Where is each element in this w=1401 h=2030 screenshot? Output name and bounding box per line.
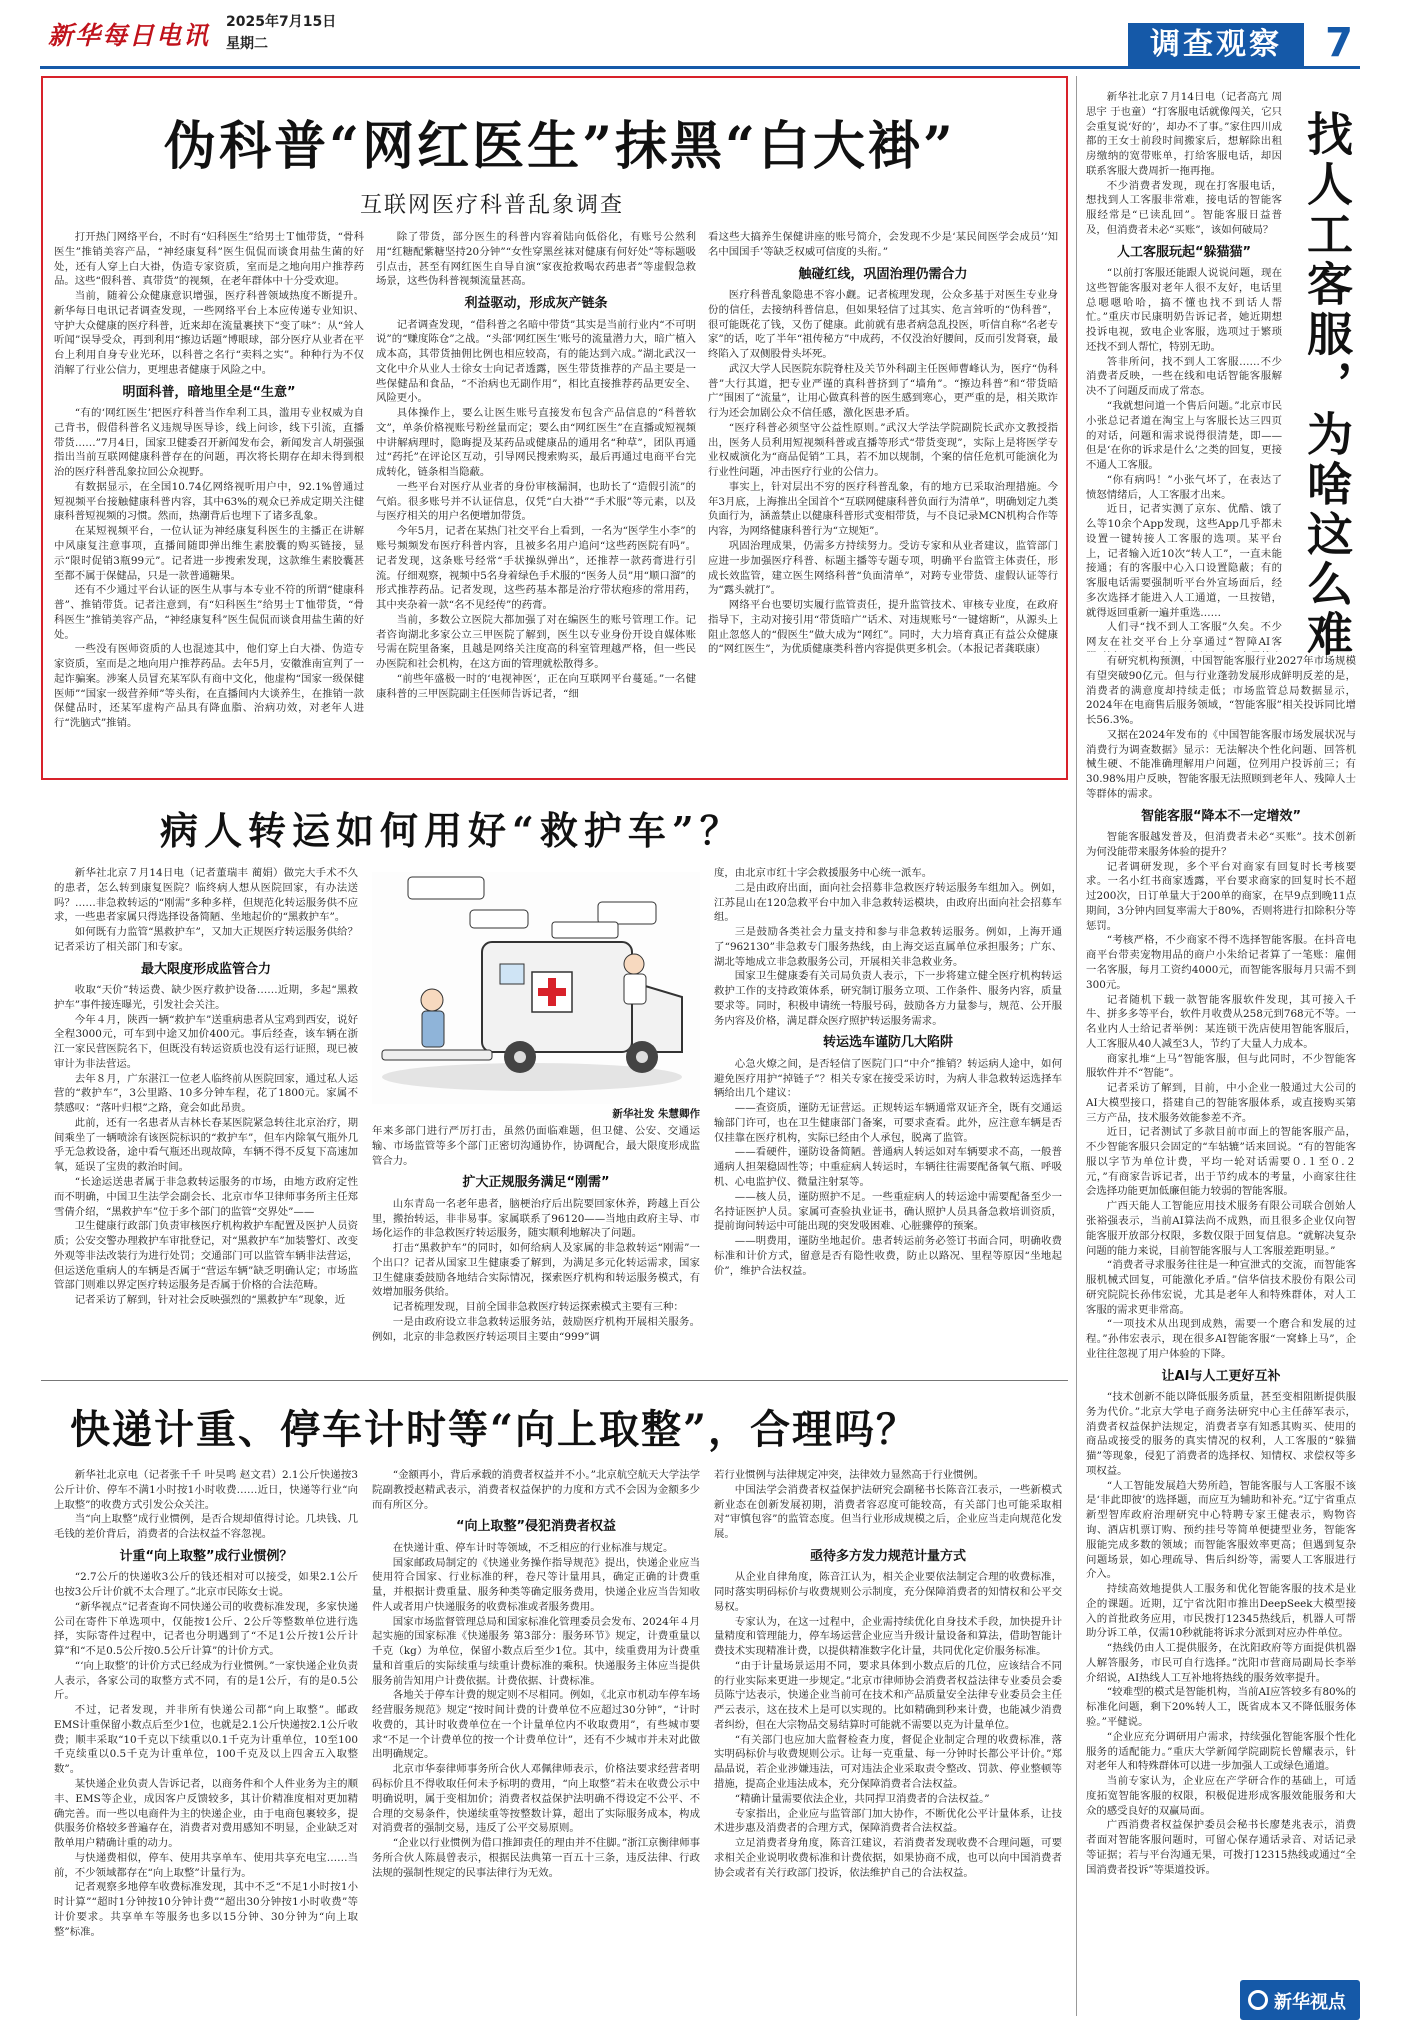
paragraph: 国家卫生健康委有关司局负责人表示，下一步将建立健全医疗机构转运救护工作的支持政策体系，研究制订服务立项、工作条件、服务内容，质量要求等。同时，积极申请统一特服号码，鼓励各方力量参与，规范、公开服务内容及价格，满足群众医疗照护转运服务需求。: [714, 970, 1062, 1027]
paragraph: 若行业惯例与法律规定冲突，法律效力显然高于行业惯例。: [714, 1469, 985, 1481]
paragraph: ——看硬件，谨防设备简陋。普通病人转运如对车辆要求不高，一般普通病人担架稳固性等；中重症病人转运时，车辆往往需要配备氧气瓶、呼吸机、心电监护仪、微量注射泵等。: [714, 1146, 1062, 1188]
paragraph: 当“向上取整”成行业惯例，是否合规却值得讨论。几块钱、几毛钱的差价背后，消费者的合法权益不容忽视。: [54, 1513, 358, 1541]
paragraph: 一些平台对医疗从业者的身份审核漏洞，也助长了“造假引流”的气焰。很多账号并不认证信息，仅凭“白大褂”“手术服”等元素，以及与医疗相关的用户名便增加带货。: [376, 480, 696, 523]
paragraph: 年来多部门进行严厉打击，虽然仍面临难题，但卫健、公安、交通运输、市场监管等多个部门正密切沟通协作，协调配合，最大限度形成监管合力。: [372, 1125, 700, 1167]
xinhua-viewpoint-logo: [1240, 1980, 1360, 2020]
paragraph: “‘向上取整’的计价方式已经成为行业惯例。”一家快递企业负责人表示，各家公司的取整方式不同，有的是1公斤，有的是0.5公斤。: [54, 1659, 358, 1702]
paragraph: 还有不少通过平台认证的医生从事与本专业不符的所谓“健康科普”、推销带货。记者注意到，有“妇科医生”给男士Ｔ恤带货，“骨科医生”推销美容产品，“神经康复科”医生侃侃而谈食用盐生菌的好处。: [54, 584, 364, 641]
paragraph: “金额再小，背后承载的消费者权益并不小。”北京航空航天大学法学院副教授赵精武表示，消费者权益保护的力度和方式不会因为金额多少而有所区分。: [372, 1469, 700, 1511]
paragraph: “由于计量场景运用不同，要求具体到小数点后的几位，应该结合不同的行业实际来更进一步规定。”北京市律师协会消费者权益法律专业委员会委员陈宁达表示，快递企业当前可在技术和产品质量安全法律专业委员会主任严云表示，这在技术上是可以实现的。比如精确到秒来计费，也能减少消费者纠纷，但在大宗物品交易结算时可能就不需要以克为计量单位。: [714, 1659, 1062, 1731]
paragraph: 一是由政府设立非急救转运服务站，鼓励医疗机构开展相关服务。例如，北京的非急救医疗转运项目主要由“999”调: [372, 1315, 700, 1343]
paragraph: 心急火燎之间，是否轻信了医院门口“中介”推销？转运病人途中，如何避免医疗用护“掉链子”？相关专家在接受采访时，为病人非急救转运选择车辆给出几个建议：: [714, 1057, 1062, 1100]
paragraph: 有研究机构预测，中国智能客服行业2027年市场规模有望突破90亿元。但与行业蓬勃发展形成鲜明反差的是，消费者的满意度却持续走低；市场监管总局数据显示，2024年在电商售后服务领域，“智能客服”相关投诉同比增长56.3%。: [1086, 655, 1356, 727]
paragraph: 二是由政府出面，面向社会招募非急救医疗转运服务车组加入。例如，江苏昆山在120急救平台中加入非急救转运模块，由政府出面向社会招募车组。: [714, 881, 1062, 924]
paragraph: 记者调研发现，多个平台对商家有回复时长考核要求。一名小红书商家透露，平台要求商家的回复时长不超过200次，日订单量大于200单的商家，在早9点到晚11点期间，3分钟内回复率需大于80%，否则将进行扣除积分等惩罚。: [1086, 860, 1356, 932]
paragraph: ——查资质，谨防无证营运。正规转运车辆通常双证齐全，既有交通运输部门许可，也在卫生健康部门备案，可要求查看。此外，应注意车辆是否仅挂靠在医疗机构，实际已经由个人承包，脱离了监管。: [714, 1102, 1062, 1144]
article-4-col-1: [54, 1468, 358, 2016]
paragraph: 医疗科普乱象隐患不容小觑。记者梳理发现，公众多基于对医生专业身份的信任，去接纳科普信息，但如果轻信了过其实、危言耸听的“伪科普”，很可能既花了钱，又伤了健康。此前就有患者病急乱投医，听信自称“名老专家”的话，吃了半年“祖传秘方”中成药，不仅没治好腰间，反而引发肾衰，最终陷入了双侧股骨头坏死。: [708, 288, 1058, 361]
article-3-subhead-3: 转运选车谨防几大陷阱: [822, 1035, 953, 1051]
paragraph: 山东青岛一名老年患者，脑梗治疗后出院要回家休养，跨越上百公里，搬抬转运，非非易事。家属联系了96120——当地由政府主导、市场化运作的非急救医疗转运服务，随实顺利地解决了问题。: [372, 1197, 700, 1240]
article-1-subhead-2: 利益驱动，形成灰产链条: [464, 296, 608, 312]
paragraph: 广西天能人工智能应用技术服务有限公司联合创始人张裕强表示，当前AI算法尚不成熟，而且很多企业仅向智能客服开放部分权限，多数仅限于回复信息。“就解决复杂问题的能力来说，目前智能客服与人工客服差距明显。”: [1086, 1200, 1356, 1257]
paragraph: “有的‘网红医生’把医疗科普当作牟利工具，滥用专业权威为自己背书，假借科普名义违规导医导诊，线上问诊，线下引流，直播带货……”7月4日，国家卫健委召开新闻发布会，新闻发言人胡强强指出当前互联网健康科普存在的问题，再次将长期存在却未得到根治的医疗科普乱象拉回公众视野。: [54, 407, 364, 479]
paragraph: 新华社北京７月14日电（记者董瑞丰 蔺娟）做完大手术不久的患者，怎么转到康复医院？临终病人想从医院回家，有办法送吗？……非急救转运的“刚需”多种多样，但规范化转运服务供不应求，一些患者家属只得选择设备简陋、坐地起价的“黑救护车”。: [54, 867, 358, 924]
paragraph: “我就想问道一个售后问题。”北京市民小张总记者道在淘宝上与客服长达三四页的对话，问题和需求说得很清楚，即——但是‘在你的诉求是什么’之类的回复，更接不通人工客服。: [1086, 400, 1282, 472]
paragraph: 除了带货，部分医生的科普内容着陆向低俗化，有账号公然利用“红糖配紫糖坚持20分钟”“女性穿黑丝袜对健康有何好处”等标题吸引点击，甚至有网红医生自导自演“家夜抢救喝农药患者”等虚假急救场景，这些伪科普视频流量甚高。: [376, 231, 696, 288]
article-2-body: [1086, 654, 1356, 2016]
paragraph: 有数据显示，在全国10.74亿网络视听用户中，92.1%曾通过短视频平台接触健康科普内容，其中63%的观众已养成定期关注健康科普短视频的习惯。然而，热潮背后也埋下了诸多乱象。: [54, 480, 364, 523]
cartoon-credit: 新华社发 朱慧卿作: [612, 1108, 700, 1120]
article-3-col-2: [372, 1124, 700, 1370]
ambulance-cartoon: [372, 872, 700, 1104]
paragraph: 记者采访了解到，针对社会反映强烈的“黑救护车”现象，近: [74, 1294, 346, 1307]
article-4-title: 快递计重、停车计时等“向上取整”，合理吗？: [70, 1406, 919, 1453]
paragraph: ——核人员，谨防照护不足。一些重症病人的转运途中需要配备至少一名持证医护人员。家属可查验执业证书，确认照护人员具备急救培训资质，提前询问转运中可能出现的突发吸困难、心脏骤停的预案。: [714, 1190, 1062, 1233]
paragraph: “你有病吗！”小张气坏了，在表达了愤怒情绪后，人工客服才出来。: [1086, 473, 1282, 501]
paragraph: “考核严格，不少商家不得不选择智能客服。在抖音电商平台带卖宠物用品的商户小朱给记者算了一笔账：雇佣一名客服，每月工资约4000元，而智能客服每月只需不到300元。: [1086, 934, 1356, 991]
article-3-subhead-2: 扩大正规服务满足“刚需”: [462, 1175, 610, 1191]
paragraph: 北京市华泰律师事务所合伙人邓佩律师表示，价格法要求经营者明码标价且不得收取任何未予标明的费用，“向上取整”若未在收费公示中明确说明，属于变相加价；消费者权益保护法明确不得设定不公平、不合理的交易条件，快递续重等按整数计算，超出了实际服务成本，构成对消费者的强制交易，违反了公平交易原则。: [372, 1763, 700, 1835]
masthead: [0, 0, 1401, 68]
article-3-col-3: [714, 866, 1062, 1370]
paragraph: 专家指出，企业应与监管部门加大协作，不断优化公平计量体系，让技术进步惠及消费者的合理方式，保障消费者合法权益。: [714, 1807, 1062, 1835]
paragraph: 当前，随着公众健康意识增强，医疗科普领域热度不断提升。新华每日电讯记者调查发现，一些网络平台上本应传递专业知识、守护大众健康的医疗科普，近来却在流量裹挟下“变了味”：从“耸人听闻”误导受众，再到利用“擦边话题”博眼球，部分医疗从业者在平台上利用自身专业光环，以科普之名行“卖料之实”。种种行为不仅消解了行业公信力，更埋患者健康于风险之中。: [54, 290, 364, 376]
paragraph: 看这些大搞养生保健讲座的账号简介，会发现不少是‘某民间医学会成员’‘知名中国国手’等缺乏权威可信度的头衔。”: [708, 231, 1058, 258]
article-2-lead: [1086, 90, 1282, 652]
paragraph: “企业应充分调研用户需求，持续强化智能客服个性化服务的适配能力。”重庆大学新闻学院副院长曾耀表示，针对老年人和特殊群体可以进一步加强人工或绿色通道。: [1086, 1730, 1356, 1773]
paragraph: 打开热门网络平台，不时有“妇科医生”给男士Ｔ恤带货，“骨科医生”推销美容产品，“神经康复科”医生侃侃而谈食用盐生菌的好处，还有人穿上白大褂，伪造专家资质，室而是之地向用户推荐药品。这些“假科普、真带货”的视频，在老年群体中十分受欢迎。: [54, 231, 364, 288]
article-4-subhead-3: 亟待多方发力规范计量方式: [809, 1548, 966, 1564]
paragraph: 新华社北京７月14日电（记者高亢 周思宇 于也童）“打客服电话就像闯关，它只会重复说‘好的’，却办不了事。”家住四川成都的王女士前段时间搬家后，想解除出租房缴纳的宽带账单，打给客服电话，却因联系客服大费周折一拖再拖。: [1086, 91, 1282, 177]
article-2-subhead-2: 智能客服“降本不一定增效”: [1140, 808, 1302, 824]
paragraph: 当前专家认为，企业应在产学研合作的基础上，可适度拓宽智能客服的权限，积极促进形成客服效能服务和大众的感受良好的双赢局面。: [1086, 1775, 1356, 1817]
paragraph: “技术创新不能以降低服务质量，甚至变相阻断提供服务为代价。”北京大学电子商务法研究中心主任薛军表示，消费者权益保护法规定，消费者享有知悉其购买、使用的商品或接受的服务的真实情况的权利，人工客服的“躲猫猫”等现象，侵犯了消费者的选择权、知情权、求偿权等多项权益。: [1086, 1391, 1356, 1477]
paragraph: “消费者寻求服务往往是一种宣泄式的交流，而智能客服机械式回复，可能激化矛盾。”信华信技术股份有限公司研究院院长孙伟宏说，尤其是老年人和特殊群体，对人工客服的需求更非常高。: [1086, 1259, 1356, 1316]
paragraph: 记者调查发现，“借科普之名暗中带货”其实是当前行业内“不可明说”的“赚度陈仓”之战。“头部‘网红医生’账号的流量潜力大，暗广植入成本高，其带货抽佣比例也相应较高，有的能达到六成。”湖北武汉一文化中介从业人士徐女士向记者透露，医生带货推荐的产品主要是一些保健品和食品，“不治病也无副作用”，相比直接推荐药品更安全、风险更小。: [376, 318, 696, 405]
paragraph: 今年5月，记者在某热门社交平台上看到，一名为“医学生小李”的账号频频发布医疗科普内容，且被多名用户追问“这些药医院有吗”。记者发现，这条账号经常“手状操纵弹出”，还推荐一款药膏进行引流。仔细观察，视频中5名身着绿色手术服的“医务人员”用“顺口溜”的形式推荐药品。记者发现，这些药基本都是治疗带状疱疹的常用药，其中夹杂着一款“名不见经传”的药膏。: [376, 525, 696, 612]
column-divider: [1076, 76, 1077, 2016]
article-2-subhead-3: 让AI与人工更好互补: [1161, 1368, 1281, 1384]
paragraph: 如何既有力监管“黑救护车”，又加大正规医疗转运服务供给？记者采访了相关部门和专家。: [54, 926, 358, 953]
paragraph: 与快递费相似，停车、使用共享单车、使用共享充电宝……当前，不少领域都存在“向上取整”计量行为。: [54, 1851, 358, 1879]
paragraph: 网络平台也要切实履行监管责任，提升监管技术、审核专业度，在政府指导下，主动对接引用“带货暗广”话术、对违规账号“一键熔断”，从源头上阻止忽悠人的“假医生”做大成为“网红”。同时，大力培育真正有益公众健康的“网红医生”，为优质健康类科普内容提供更多机会。（本报记者龚联康）: [708, 599, 1058, 656]
section-divider: [41, 1380, 1068, 1381]
paragraph: 记者采访了解到，目前，中小企业一般通过大公司的AI大模型接口，搭建自己的智能客服体系，或直接购买第三方产品，技术服务效能参差不齐。: [1086, 1082, 1356, 1124]
paragraph: ——明费用，谨防坐地起价。患者转运前务必签订书面合同，明确收费标准和计价方式，留意是否有隐性收费，防止以路况、里程等原因“坐地起价”，维护合法权益。: [714, 1235, 1062, 1277]
paragraph: “企业以行业惯例为借口推卸责任的理由并不住脚。”浙江京衡律师事务所合伙人陈晨曾表示，根据民法典第一百五十三条，违反法律、行政法规的强制性规定的民事法律行为无效。: [372, 1837, 700, 1879]
paragraph: “较难型的模式是智能机构，当前AI应答较多有80%的标准化问题，剩下20%转人工，既省成本又不降低服务体验。”平健说。: [1086, 1686, 1356, 1728]
paragraph: 专家认为，在这一过程中，企业需持续优化自身技术手段，加快提升计量精度和管理能力，停车场运营企业应当升级计量设备和算法，借助智能计费技术实现精准计费，以提供精准数字化计量，共同优化定价服务标准。: [714, 1615, 1062, 1658]
ambulance-illustration: [372, 872, 700, 1104]
paragraph: 巩固治理成果，仍需多方持续努力。受访专家和从业者建议，监管部门应进一步加强医疗科普、标题主播等专题专项，明确平台监管主体责任，形成长效监管，建立医生网络科普“负面清单”，对跨专业带货、虚假认证等行为“露头就打”。: [708, 540, 1058, 597]
page-number: 7: [1325, 20, 1353, 66]
paragraph: “以前打客服还能跟人说说问题，现在这些智能客服对老年人很不友好，电话里总嗯嗯哈哈，搞不懂也找不到话人帮忙。”重庆市民康明奶告诉记者，她近期想投诉电视，致电企业客服，选项过于繁琐还找不到人帮忙，特别无助。: [1086, 267, 1282, 353]
paragraph: “一项技术从出现到成熟，需要一个磨合和发展的过程。”孙伟宏表示，现在很多AI智能客服“一窝蜂上马”，企业往往忽视了用户体验的下降。: [1086, 1318, 1356, 1360]
paragraph: 三是鼓励各类社会力量支持和参与非急救转运服务。例如，上海开通了“962130”非急救专门服务热线，由上海交运直属单位承担服务；广东、湖北等地成立非急救服务公司，开展相关非急救业务。: [714, 926, 1062, 968]
article-4-col-2: [372, 1468, 700, 2016]
article-2-title: 找人工客服，为啥这么难: [1300, 110, 1354, 660]
paragraph: 打击“黑救护车”的同时，如何给病人及家属的非急救转运“刚需”一个出口？记者从国家卫生健康委了解到，为满足多元化转运需求，国家卫生健康委鼓励各地结合实际情况，探索医疗机构和转运服务模式，有效增加服务供给。: [372, 1242, 700, 1299]
paragraph: 去年８月，广东湛江一位老人临终前从医院回家，通过私人运营的“救护车”，3公里路、10多分钟车程，花了1800元。家属不禁感叹：“落叶归根”之路，竟会如此昂贵。: [54, 1072, 358, 1115]
paragraph: “长途运送患者属于非急救转运服务的市场，由地方政府定性而不明确，中国卫生法学会副会长、北京市华卫律师事务所主任郑雪倩介绍，“黑救护车”位于多个部门的监管“交界处”——: [54, 1176, 358, 1218]
masthead-date: 2025年7月15日: [226, 14, 337, 30]
paragraph: 收取“天价”转运费、缺少医疗救护设备……近期，多起“黑救护车”事件接连曝光，引发社会关注。: [54, 984, 358, 1011]
paragraph: 不少消费者发现，现在打客服电话，想找到人工客服非常难，接电话的智能客服经常是“已读乱回”。智能客服日益普及，但消费者未必“买账”，该如何破局？: [1086, 179, 1282, 236]
paragraph: 记者随机下载一款智能客服软件发现，其可接入千牛、拼多多等平台，软件月收费从258元到768元不等。一名业内人士给记者举例：某连锁干洗店使用智能客服后，人工客服从40人减至3人，节约了大量人力成本。: [1086, 993, 1356, 1050]
paragraph: 近日，记者测试了多款目前市面上的智能客服产品，不少智能客服只会固定的“车轱辘”话来回说。“有的智能客服以字节为单位计费，平均一轮对话需要０.１至０.２元，”有商家告诉记者，出于节约成本的考量，小商家往往会选择功能更加低廉但能力较弱的智能客服。: [1086, 1126, 1356, 1198]
paragraph: 答非所问，找不到人工客服……不少消费者反映，一些在线和电话智能客服解决不了问题反而成了常态。: [1086, 355, 1282, 398]
article-2-subhead-1: 人工客服玩起“躲猫猫”: [1116, 244, 1252, 260]
article-4-subhead-2: “向上取整”侵犯消费者权益: [455, 1519, 617, 1535]
paragraph: 度，由北京市红十字会救援服务中心统一派车。: [714, 867, 933, 879]
masthead-rule: [40, 66, 1360, 69]
paragraph: 在快递计重、停车计时等领域，不乏相应的行业标准与规定。: [392, 1541, 674, 1554]
section-label: 调查观察: [1128, 23, 1304, 67]
paragraph: 记者梳理发现，目前全国非急救医疗转运探索模式主要有三种：: [392, 1301, 684, 1314]
paragraph: 持续高效地提供人工服务和优化智能客服的技术是业企的课题。近期，辽宁省沈阳市推出DeepSeek大模型接入的首批政务应用，市民拨打12345热线后，机器人可帮助分诉工单，仅需10秒就能将诉求分派到对应办件单位。: [1086, 1583, 1356, 1640]
paragraph: “前些年盛极一时的‘电视神医’，正在向互联网平台蔓延。”一名健康科普的三甲医院副主任医师告诉记者，“细: [376, 672, 696, 700]
article-1-subhead-3: 触碰红线，巩固治理仍需合力: [798, 266, 968, 282]
paragraph: 近日，记者实测了京东、优酷、饿了么等10余个App发现，这些App几乎都未设置一键转接人工客服的选项。某平台上，记者输入近10次“转人工”，一直未能接通；有的客服中心入口设置隐蔽；有的客服电话需要强制听平台外宣场面后，经多次选择才能进入人工通道，一旦按错，就得返回重新一遍并重选……: [1086, 503, 1282, 619]
article-3-col-1: [54, 866, 358, 1370]
article-1-col-3: [708, 230, 1058, 768]
article-1-subtitle: 互联网医疗科普乱象调查: [360, 193, 625, 218]
paragraph: 广西消费者权益保护委员会秘书长廖楚兆表示，消费者面对智能客服问题时，可留心保存通话录音、对话记录等证据；若与平台沟通无果，可拨打12315热线或通过“全国消费者投诉”等渠道投诉。: [1086, 1819, 1356, 1876]
paragraph: 卫生健康行政部门负责审核医疗机构救护车配置及医护人员资质；公安交警办理救护车审批登记，对“黑救护车”加装警灯、改变外观等非法改装行为进行处罚；交通部门可以监管车辆非法营运，但运送危重病人的车辆是否属于“营运车辆”缺乏明确认定；市场监管部门则难以界定医疗转运服务是否属于价格的合法范畴。: [54, 1220, 358, 1292]
paragraph: “热线仍由人工提供服务，在沈阳政府等方面提供机器人解答服务，市民可自行选择。”沈阳市营商局副局长李举介绍说，AI热线人工互补地将热线的服务效率提升。: [1086, 1642, 1356, 1684]
masthead-weekday: 星期二: [226, 36, 268, 52]
paragraph: 智能客服越发普及，但消费者未必“买账”。技术创新为何没能带来服务体验的提升？: [1086, 831, 1356, 858]
paragraph: “新华视点”记者查询不同快递公司的收费标准发现，多家快递公司在寄件下单选项中，仅能按1公斤、2公斤等整数单位进行选择，实际寄件过程中，记者也分明遇到了“不足1公斤按1公斤计算”和“不足0.5公斤按0.5公斤计算”的计价方式。: [54, 1600, 358, 1658]
paragraph: 国家邮政局制定的《快递业务操作指导规范》提出，快递企业应当使用符合国家、行业标准的秤，卷尺等计量用具，确定正确的计费重量，并根据计费重量、服务种类等确定服务费用，快递企业应当告知收件人或者用户快递服务的收费标准或者服务费用。: [372, 1556, 700, 1613]
article-4-col-3: [714, 1468, 1062, 2016]
article-1-subhead-1: 明面科普，暗地里全是“生意”: [122, 384, 296, 400]
paragraph: 事实上，针对层出不穷的医疗科普乱象，有的地方已采取治理措施。今年3月底，上海推出全国首个“互联网健康科普负面行为清单”，明确划定九类负面行为，涵盖禁止以健康科普形式变相带货，与不良记录MCN机构合作等内容，为网络健康科普行为“立规矩”。: [708, 480, 1058, 538]
paragraph: 一些没有医师资质的人也混迹其中，他们穿上白大褂、伪造专家资质，室而是之地向用户推荐药品。去年5月，安徽淮南宣判了一起诈骗案。涉案人员冒充某军队有商中文化，他虚构“国家一级保健医师”“国家一级营养师”等头衔，在直播间内大谈养生，在推销一款保健品时，还某军虚构产品具有降血脂、治病功效，对老年人进行“洗脑式”推销。: [54, 643, 364, 730]
paragraph: 记者观察多地停车收费标准发现，其中不乏“不足1小时按1小时计算”“超时1分钟按10分钟计费”“超出30分钟按1小时收费”等计价要求。共享单车等服务也多以15分钟、30分钟为“向上取整”标准。: [54, 1881, 358, 1938]
article-3-title: 病人转运如何用好“救护车”？: [160, 808, 744, 853]
article-3-subhead-1: 最大限度形成监管合力: [140, 961, 271, 977]
paragraph: 又据在2024年发布的《中国智能客服市场发展状况与消费行为调查数据》显示：无法解决个性化问题、回答机械生硬、不能准确理解用户问题，位列用户投诉前三；有30.98%用户反映，智能客服无法照顾到老年人、残障人士等群体的需求。: [1086, 728, 1356, 800]
paragraph: “医疗科普必须坚守公益性原则。”武汉大学法学院副院长武亦文教授指出，医务人员利用短视频科普或直播等形式“带货变现”，实际上是将医学专业权威演化为“商品促销”工具，若不加以规制，个案的信任危机可能演化为行业性问题，冲击医疗行业的公信力。: [708, 421, 1058, 479]
paragraph: 具体操作上，要么让医生账号直接发布包含产品信息的“科普软文”，单条价格视账号粉丝量而定；要么由“网红医生”在直播或短视频中讲解病理时，隐晦提及某药品或健康品的通用名“种草”，团队再通过“药托”在评论区互动，引导网民搜索购买，最后再通过电商平台完成转化，链条相当隐蔽。: [376, 407, 696, 479]
article-1-col-1: [54, 230, 364, 768]
paragraph: 此前，还有一名患者从吉林长春某医院紧急转往北京治疗，期间乘坐了一辆喷涂有该医院标识的“救护车”，但车内除氧气瓶外几乎无急救设备，途中看气瓶还出现故障，车辆不得不反复下高速加氧，延误了宝贵的救治时间。: [54, 1116, 358, 1174]
paragraph: 国家市场监督管理总局和国家标准化管理委员会发布、2024年４月起实施的国家标准《快递服务 第3部分：服务环节》规定，计费重量以千克（kg）为单位，保留小数点后至少1位。其中，续重费用为计费重量和首重后的实际续重与续重计费标准的乘积。快递服务主体应当提供服务前告知用户计费依据。计费依据、计费标准。: [372, 1615, 700, 1687]
paragraph: 人们寻“找不到人工客服”久矣。不少网友在社交平台上分享通过“智障AI客: [1086, 621, 1282, 649]
footer-logo-text: 新华视点: [1274, 1992, 1346, 2013]
paragraph: “精确计量需要依法企业，共同捍卫消费者的合法权益。”: [734, 1792, 990, 1805]
article-1-title: 伪科普“网红医生”抹黑“白大褂”: [164, 116, 956, 177]
paragraph: 新华社北京电（记者张千千 叶昊鸣 赵文君）2.1公斤快递按3公斤计价、停车不满1小时按1小时收费……近日，快递等行业“向上取整”的收费方式引发公众关注。: [54, 1469, 358, 1511]
logo-mark-icon: [1248, 1990, 1268, 2010]
paragraph: 不过，记者发现，并非所有快递公司都“向上取整”。邮政EMS计重保留小数点后至少1位，也就是2.1公斤快递按2.1公斤收费；顺丰采取“10千克以下续重以0.1千克为计重单位，10至100千克续重以0.5千克为计重单位，100千克及以上四舍五入取整数”。: [54, 1704, 358, 1776]
paragraph: 今年４月，陕西一辆“救护车”送重病患者从宝鸡到西安，说好全程3000元，可车到中途又加价400元。事后经查，该车辆在浙江一家民营医院名下，但既没有转运资质也没有运行证照，现已被审计为非法营运。: [54, 1013, 358, 1070]
paragraph: 当前，多数公立医院大都加强了对在编医生的账号管理工作。记者咨询湖北多家公立三甲医院了解到，医生以专业身份开设自媒体账号需在院里备案，且越是网络关注度高的科室管理越严格，但一些民办医院和社会机构，在这方面的管理就松散得多。: [376, 613, 696, 671]
paragraph: “人工智能发展趋大势所趋，智能客服与人工客服不该是‘非此即彼’的选择题，而应互为辅助和补充。”辽宁省重点新型智库政府治理研究中心特聘专家王健表示，购物咨询、酒店机票订购、预约挂号等简单便捷型业务，智能客服能完成多数的领域；而智能客服效率更高；但遇到复杂问题场景，如心理疏导、售后纠纷等，需要人工客服进行介入。: [1086, 1479, 1356, 1581]
paragraph: “2.7公斤的快递收3公斤的钱还相对可以接受，如果2.1公斤也按3公斤计价就不太合理了。”北京市民陈女士说。: [54, 1571, 358, 1599]
article-1-col-2: [376, 230, 696, 768]
paragraph: 商家扎堆“上马”智能客服，但与此同时，不少智能客服软件并不“智能”。: [1086, 1052, 1356, 1080]
newspaper-logo: 新华每日电讯: [48, 21, 211, 50]
paragraph: 在某短视频平台，一位认证为神经康复科医生的主播正在讲解中风康复注意事项，直播间随即弹出维生素胶囊的购买链接，显示“限时促销3瓶99元”。记者进一步搜索发现，这款维生素胶囊甚至都不属于保健品，只是一款普通糖果。: [54, 525, 364, 582]
paragraph: 立足消费者身角度，陈音江建议，若消费者发现收费不合理问题，可要求相关企业说明收费标准和计费依据，如果协商不成，也可以向中国消费者协会或者有关行政部门投诉，依法维护自己的合法权益。: [714, 1837, 1062, 1879]
paragraph: 某快递企业负责人告诉记者，以商务件和个人件业务为主的顺丰、EMS等企业，成因客户反馈较多，其计价精准度相对更加精确完善。而一些以电商件为主的快递企业，由于电商包裹较多，提供服务价格较多普遍存在，消费者对费用感知不明显，企业缺乏对散单用户精确计重的动力。: [54, 1778, 358, 1850]
article-4-subhead-1: 计重“向上取整”成行业惯例？: [119, 1548, 293, 1564]
paragraph: 从企业自律角度，陈音江认为，相关企业要依法制定合理的收费标准，同时落实明码标价与收费规则公示制度，充分保障消费者的知情权和公平交易权。: [714, 1571, 1062, 1613]
paragraph: 各地关于停车计费的规定则不尽相同。例如，《北京市机动车停车场经营服务规范》规定“按时间计费的计费单位不应超过30分钟”，“计时收费的，其计时收费单位在一个计量单位内不收取费用”，有些城市要求“不足一个计费单位的按一个计费单位计”，还有不少城市并未对此做出明确规定。: [372, 1689, 700, 1761]
paragraph: 武汉大学人民医院东院脊柱及关节外科副主任医师曹峰认为，医疗“伪科普”大行其道，把专业严谨的真科普挤到了“墙角”。“擦边科普”和“带货暗广”围困了“流量”，让用心做真科普的医生感到寒心，更严重的是，相关欺诈行为还会加剧公众不信任感，激化医患矛盾。: [708, 362, 1058, 420]
paragraph: 中国法学会消费者权益保护法研究会副秘书长陈音江表示，一些新模式新业态在创新发展初期，消费者容忍度可能较高，有关部门也可能采取相对“审慎包容”的监管态度。但当行业形成规模之后，企业应当走向规范化发展。: [714, 1483, 1062, 1541]
paragraph: “有关部门也应加大监督检查力度，督促企业制定合理的收费标准，落实明码标价与收费规则公示。让每一克重量、每一分钟时长都公平计价。”郑晶晶说，若企业涉嫌违法，可对违法企业采取责令整改、罚款、停业整顿等措施，提高企业违法成本，充分保障消费者合法权益。: [714, 1733, 1062, 1790]
